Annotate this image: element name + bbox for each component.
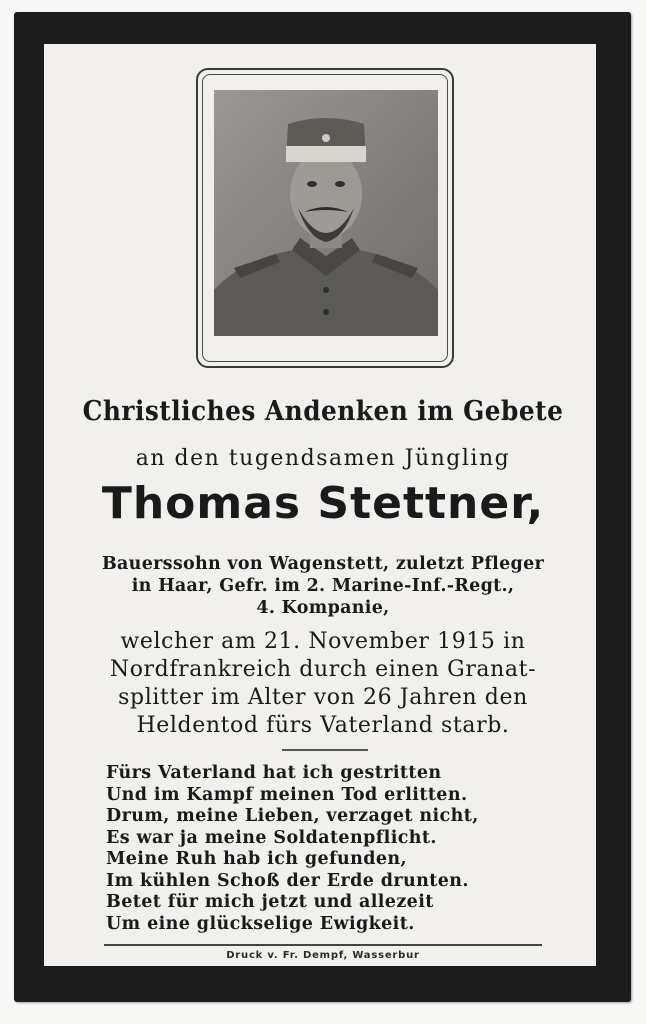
poem-line: Und im Kampf meinen Tod erlitten. bbox=[106, 784, 468, 805]
biographical-details bbox=[0, 553, 646, 619]
poem-line: Drum, meine Lieben, verzaget nicht, bbox=[106, 806, 479, 826]
section-divider bbox=[282, 749, 368, 751]
narrative-line: welcher am 21. November 1915 in bbox=[120, 629, 526, 654]
memorial-poem bbox=[106, 763, 546, 935]
narrative-line: Heldentod fürs Vaterland starb. bbox=[136, 713, 510, 738]
poem-line: Meine Ruh hab ich gefunden, bbox=[106, 849, 408, 869]
poem-line: Es war ja meine Soldatenpflicht. bbox=[106, 827, 437, 848]
heading-text: Christliches Andenken im Gebete bbox=[82, 396, 564, 427]
deceased-name: Thomas Stettner, bbox=[101, 478, 545, 529]
soldier-portrait-photo bbox=[214, 90, 438, 336]
narrative-line: splitter im Alter von 26 Jahren den bbox=[118, 685, 528, 710]
bottom-rule bbox=[104, 944, 542, 946]
death-narrative bbox=[0, 628, 646, 740]
poem-line: Fürs Vaterland hat ich gestritten bbox=[106, 763, 442, 783]
subheading-text: an den tugendsamen Jüngling bbox=[135, 446, 511, 471]
details-line: Bauerssohn von Wagenstett, zuletzt Pfleger bbox=[101, 554, 545, 574]
poem-line: Betet für mich jetzt und allezeit bbox=[106, 892, 434, 912]
poem-line: Um eine glückselige Ewigkeit. bbox=[106, 913, 415, 934]
poem-line: Im kühlen Schoß der Erde drunten. bbox=[106, 870, 469, 891]
printer-imprint: Druck v. Fr. Dempf, Wasserbur bbox=[226, 950, 420, 961]
details-line: in Haar, Gefr. im 2. Marine-Inf.-Regt., bbox=[131, 576, 515, 596]
details-line: 4. Kompanie, bbox=[256, 598, 390, 618]
narrative-line: Nordfrankreich durch einen Granat- bbox=[109, 657, 537, 682]
